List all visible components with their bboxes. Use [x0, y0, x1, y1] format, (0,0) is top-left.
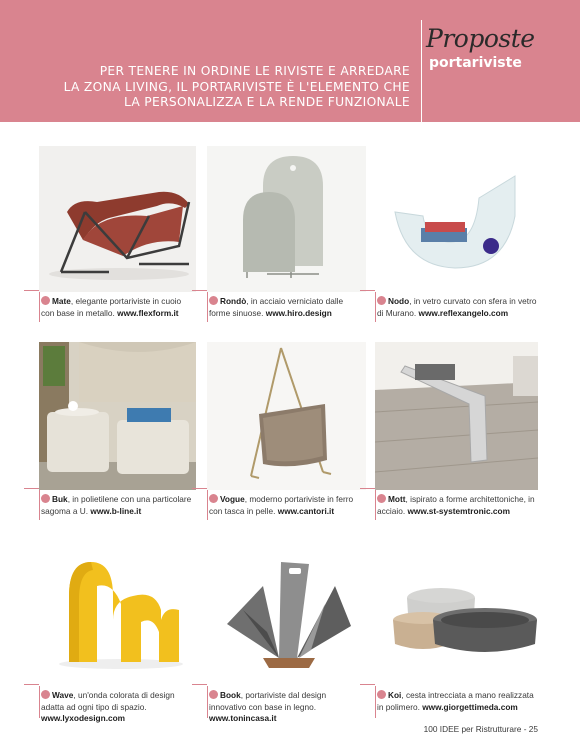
tagline-line-3: LA PERSONALIZZA E LA RENDE FUNZIONALE	[123, 95, 410, 109]
book-image	[207, 540, 366, 686]
product-url[interactable]: www.cantori.it	[277, 505, 335, 516]
section-subtitle: portariviste	[429, 55, 522, 71]
rondo-image	[207, 146, 366, 292]
product-photo-wave	[39, 540, 196, 686]
product-desc: , cesta intrecciata a mano realizzata in polimero.	[377, 690, 534, 712]
product-photo-koi	[375, 540, 538, 686]
product-name: Book	[220, 690, 241, 700]
product-desc: , in vetro curvato con sfera in vetro di Murano.	[377, 296, 537, 318]
wave-image	[39, 540, 196, 686]
bullet-dot	[377, 494, 386, 503]
caption-wave	[41, 690, 193, 725]
header-tagline	[28, 64, 410, 111]
caption-buk	[41, 494, 193, 517]
product-grid	[0, 122, 580, 722]
product-photo-mate	[39, 146, 196, 292]
product-desc: , elegante portariviste in cuoio con base in metallo.	[41, 296, 182, 318]
product-url[interactable]: www.reflexangelo.com	[418, 307, 509, 318]
page-footer: 100 IDEE per Ristrutturare - 25	[423, 724, 538, 734]
section-script-title: Proposte	[426, 24, 535, 53]
buk-image	[39, 342, 196, 490]
product-desc: , in polietilene con una particolare sagoma a U.	[41, 494, 192, 516]
product-url[interactable]: www.hiro.design	[265, 307, 332, 318]
caption-mate	[41, 296, 193, 319]
bullet-dot	[209, 690, 218, 699]
product-url[interactable]: www.b-line.it	[90, 505, 142, 516]
tagline-line-2: LA ZONA LIVING, IL PORTARIVISTE È L'ELEMENTO CHE	[63, 79, 410, 94]
caption-vogue	[209, 494, 365, 517]
bullet-dot	[209, 494, 218, 503]
product-desc: , in acciaio verniciato dalle forme sinuose.	[209, 296, 344, 318]
product-desc: , moderno portariviste in ferro con tasca in pelle.	[209, 494, 354, 516]
bullet-dot	[41, 494, 50, 503]
product-name: Wave	[52, 690, 74, 700]
product-name: Mate	[52, 296, 71, 306]
product-photo-rondo	[207, 146, 366, 292]
product-name: Vogue	[220, 494, 245, 504]
mate-image	[39, 146, 196, 292]
product-name: Mott	[388, 494, 406, 504]
bullet-dot	[209, 296, 218, 305]
product-desc: , ispirato a forme architettoniche, in acciaio.	[377, 494, 535, 516]
product-name: Koi	[388, 690, 402, 700]
bullet-dot	[41, 690, 50, 699]
tagline-line-1: PER TENERE IN ORDINE LE RIVISTE E ARREDARE	[99, 64, 410, 78]
product-url[interactable]: www.lyxodesign.com	[41, 713, 126, 723]
product-photo-mott	[375, 342, 538, 490]
bullet-dot	[377, 690, 386, 699]
caption-book	[209, 690, 365, 725]
product-url[interactable]: www.tonincasa.it	[209, 713, 277, 723]
vogue-image	[207, 342, 366, 490]
caption-mott	[377, 494, 539, 517]
product-photo-book	[207, 540, 366, 686]
product-url[interactable]: www.flexform.it	[117, 307, 179, 318]
product-url[interactable]: www.giorgettimeda.com	[422, 701, 518, 712]
bullet-dot	[41, 296, 50, 305]
product-name: Buk	[52, 494, 68, 504]
product-photo-vogue	[207, 342, 366, 490]
header-divider	[421, 20, 422, 122]
bullet-dot	[377, 296, 386, 305]
product-url[interactable]: www.st-systemtronic.com	[407, 505, 510, 516]
nodo-image	[375, 146, 538, 292]
caption-rondo	[209, 296, 365, 319]
product-desc: , portariviste dal design innovativo con base in legno.	[209, 690, 327, 712]
mott-image	[375, 342, 538, 490]
caption-nodo	[377, 296, 539, 319]
product-desc: , un'onda colorata di design adatta ad ogni tipo di spazio.	[41, 690, 175, 712]
product-name: Rondò	[220, 296, 247, 306]
product-photo-nodo	[375, 146, 538, 292]
caption-koi	[377, 690, 539, 713]
koi-image	[375, 540, 538, 686]
header-banner	[0, 0, 580, 122]
product-photo-buk	[39, 342, 196, 490]
product-name: Nodo	[388, 296, 410, 306]
